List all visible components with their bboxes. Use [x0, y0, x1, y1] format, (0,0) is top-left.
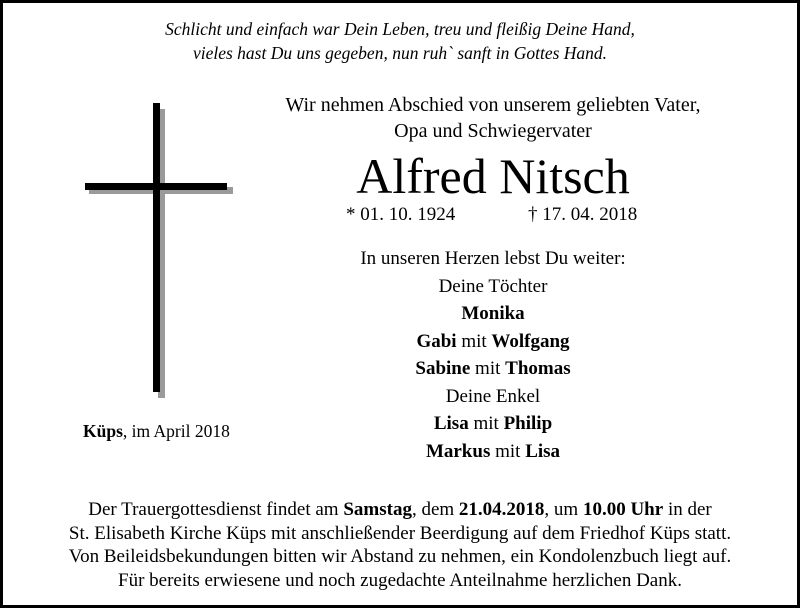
text: Der Trauergottesdienst findet am — [88, 499, 344, 520]
member-name: Markus — [425, 440, 491, 462]
family-member — [293, 300, 693, 328]
death-date: † 17. 04. 2018 — [528, 204, 638, 225]
verse — [3, 17, 797, 65]
connector: mit — [456, 330, 492, 352]
family-member — [293, 438, 693, 466]
daughters-label: Deine Töchter — [438, 275, 548, 297]
place-town: Küps — [83, 421, 123, 441]
family-heading: In unseren Herzen lebst Du weiter: — [360, 248, 626, 269]
member-name: Lisa — [433, 413, 469, 434]
member-partner: Wolfgang — [491, 330, 570, 352]
cross-icon — [83, 103, 233, 398]
member-name: Sabine — [415, 358, 471, 379]
closing-line-4: Für bereits erwiesene und noch zugedachte Anteilnahme herzlichen Dank. — [118, 569, 682, 591]
text: , dem — [411, 499, 459, 520]
member-partner: Philip — [503, 413, 553, 434]
family-member — [293, 410, 693, 438]
family-member — [293, 355, 693, 383]
place-date: , im April 2018 — [122, 421, 230, 441]
intro-line-1: Wir nehmen Abschied von unserem geliebten Vater, — [285, 94, 701, 116]
family-list — [293, 245, 693, 465]
connector: mit — [490, 440, 526, 462]
grandchildren-label: Deine Enkel — [445, 385, 541, 407]
family-member — [293, 328, 693, 356]
closing-line-2: St. Elisabeth Kirche Küps mit anschließender Beerdigung auf dem Friedhof Küps statt. — [68, 522, 732, 544]
place-and-date — [83, 421, 230, 442]
closing-text — [3, 498, 797, 592]
deceased-name: Alfred Nitsch — [356, 148, 630, 204]
intro-line-2: Opa und Schwiegervater — [394, 120, 592, 142]
connector: mit — [468, 413, 504, 434]
text: in der — [663, 499, 712, 520]
verse-line-2: vieles hast Du uns gegeben, nun ruh` sanft in Gottes Hand. — [192, 43, 608, 63]
service-day: Samstag — [343, 499, 412, 520]
member-name: Gabi — [416, 330, 457, 352]
member-partner: Lisa — [525, 440, 561, 462]
connector: mit — [470, 358, 506, 379]
service-date: 21.04.2018 — [458, 499, 545, 520]
member-name: Monika — [461, 303, 525, 324]
closing-line-3: Von Beileidsbekundungen bitten wir Abstand zu nehmen, ein Kondolenzbuch liegt auf. — [68, 546, 732, 567]
closing-line-1 — [3, 498, 797, 522]
intro — [253, 92, 733, 144]
service-time: 10.00 Uhr — [582, 499, 664, 520]
text: , um — [544, 499, 583, 520]
birth-date: * 01. 10. 1924 — [346, 204, 456, 225]
verse-line-1: Schlicht und einfach war Dein Leben, treu und fleißig Deine Hand, — [165, 19, 635, 39]
member-partner: Thomas — [505, 358, 571, 379]
